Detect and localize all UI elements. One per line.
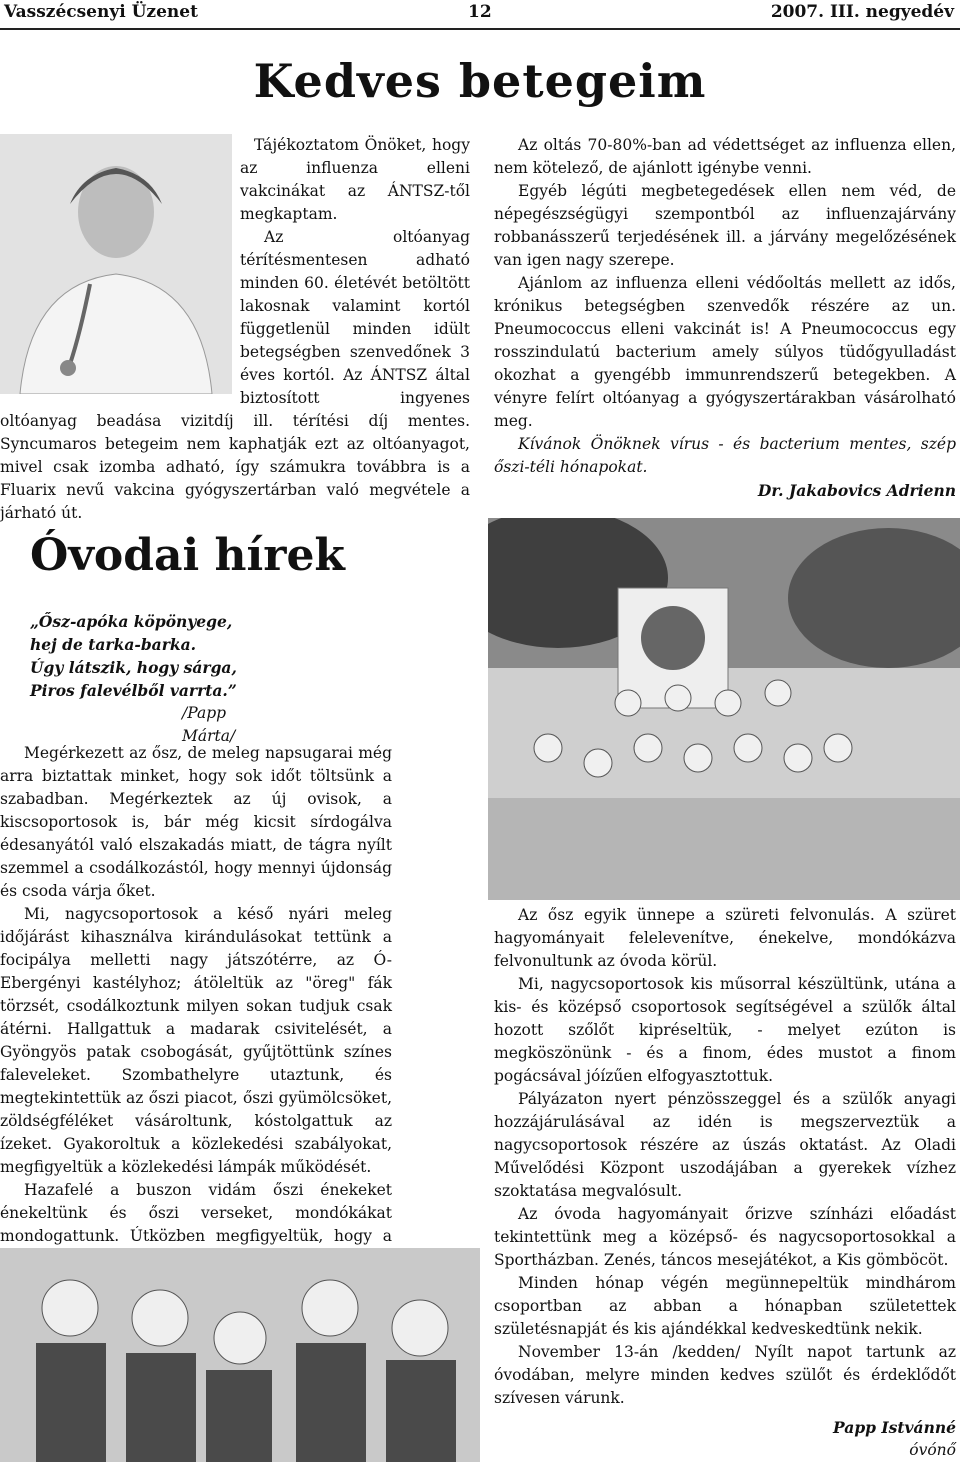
page-header: [0, 0, 960, 30]
poem: [30, 610, 270, 748]
article2-left-column: [0, 742, 392, 1271]
article2-paragraph: Minden hónap végén megünnepeltük mindhárom csoportban az abban a hónapban születettek születésnapját és kis ajándékkal kedveskedtünk nekik.: [494, 1274, 956, 1338]
article2-paragraph: Mi, nagycsoportosok kis műsorral készültünk, utána a kis- és középső csoportosok segítségével a szülők által hozott szőlőt kipréseltük, - melyet ezúton is megköszönünk - és a finom, édes mustot a finom pogácsával jóízűen elfogyasztottuk.: [494, 975, 956, 1085]
children-costume-photo: [0, 1248, 480, 1462]
page-number: 12: [468, 2, 492, 22]
article1-paragraph: Egyéb légúti megbetegedések ellen nem véd, de népegészségügyi szempontból az influenzajárvány robbanásszerű terjedésének ill. a járvány megelőzésének van igen nagy szerepe.: [494, 182, 956, 269]
article2-signature-name: Papp Istvánné: [833, 1418, 956, 1437]
article1-paragraph: Az oltás 70-80%-ban ad védettséget az influenza ellen, nem kötelező, de ajánlott igénybe venni.: [494, 136, 956, 177]
doctor-photo: [0, 134, 232, 394]
article2-right-column: [494, 904, 956, 1462]
poem-line: Úgy látszik, hogy sárga,: [30, 658, 237, 677]
article1-closing: Kívánok Önöknek vírus - és bacterium mentes, szép őszi-téli hónapokat.: [494, 435, 956, 476]
poem-author: /Papp Márta/: [182, 704, 236, 745]
article1-right-column: [494, 134, 956, 502]
article1-paragraph: Tájékoztatom Önöket, hogy az influenza elleni vakcinákat az ÁNTSZ-től megkaptam.: [240, 136, 470, 223]
article2-paragraph: Megérkezett az ősz, de meleg napsugarai még arra biztattak minket, hogy sok időt töltsünk a szabadban. Megérkeztek az új ovisok, a kiscsoportosok is, bár még kicsit sírdogálva édesanyától való elszakadás miatt, de tágra nyílt szemmel a csodálkozástól, hogy mennyi újdonság és csoda várja őket.: [0, 744, 392, 900]
article2-paragraph: Pályázaton nyert pénzösszeggel és a szülők anyagi hozzájárulásával az idén is megszerveztük a nagycsoportosok részére az úszás oktatást. Az Oladi Művelődési Központ uszodájában a gyerekek vízhez szoktatása megvalósult.: [494, 1090, 956, 1200]
article2-signature-role: óvónő: [909, 1441, 956, 1459]
article2-paragraph: November 13-án /kedden/ Nyílt napot tartunk az óvodában, melyre minden kedves szülőt és érdeklődőt szívesen várunk.: [494, 1343, 956, 1407]
article1-paragraph: Ajánlom az influenza elleni védőoltás mellett az idős, krónikus betegségben szenvedők részére az un. Pneumococcus elleni vakcinát is! A Pneumococcus egy rosszindulatú bacterium amely súlyos tüdőgyulladást okozhat a gyengébb immunrendszerű betegekben. A vényre felírt oltóanyag a gyógyszertárakban vásárolható meg.: [494, 274, 956, 430]
issue-date: 2007. III. negyedév: [770, 2, 954, 22]
article2-paragraph: Az ősz egyik ünnepe a szüreti felvonulás. A szüret hagyományait felelevenítve, énekelve, mondókázva felvonultunk az óvoda körül.: [494, 906, 956, 970]
article2-title: Óvodai hírek: [30, 530, 345, 581]
article2-paragraph: Mi, nagycsoportosok a késő nyári meleg időjárást kihasználva kirándulásokat tettünk a focipálya melletti nagy játszótérre, az Ó-Ebergényi kastélyhoz; átöleltük az "öreg" fák törzsét, csodálkoztunk milyen sokan tudjuk csak átérni. Hallgattuk a madarak csivitelését, a Gyöngyös patak csobogását, gyűjtöttünk színes faleveleket. Szombathelyre utaztunk, és megtekintettük az őszi piacot, őszi gyümölcsöket, zöldségféléket vásároltunk, kóstolgattuk az ízeket. Gyakoroltuk a közlekedési szabályokat, megfigyeltük a közlekedési lámpák működését.: [0, 905, 392, 1176]
kindergarten-group-photo: [488, 518, 960, 900]
article2-paragraph: Az óvoda hagyományait őrizve színházi előadást tekintettünk meg a középső- és nagycsoportosokkal a Sportházban. Zenés, táncos mesejátékot, a Kis gömböcöt.: [494, 1205, 956, 1269]
poem-line: „Ősz-apóka köpönyege,: [30, 612, 233, 631]
article1-left-column: [0, 134, 470, 525]
poem-line: Piros falevélből varrta.”: [30, 681, 237, 700]
article1-paragraph: Az oltóanyag térítésmentesen adható minden 60. életévét betöltött lakosnak valamint kortól függetlenül minden idült betegségben szenvedőnek 3 éves kortól. Az ÁNTSZ által biztosított ingyenes oltóanyag beadása vizitdíj ill. térítési díj mentes. Syncumaros betegeim nem kaphatják ezt az oltóanyagot, mivel csak izomba adható, így számukra továbbra is a Fluarix nevű vakcina gyógyszertárban való megvétele a járható út.: [0, 228, 470, 522]
poem-line: hej de tarka-barka.: [30, 635, 197, 654]
article2-paragraph: Hazafelé a buszon vidám őszi énekeket énekeltünk és őszi verseket, mondókákat mondogattunk. Útközben megfigyeltük, hogy a: [0, 1181, 392, 1245]
article1-signature: Dr. Jakabovics Adrienn: [757, 481, 956, 500]
article-title: Kedves betegeim: [253, 54, 707, 108]
publication-name: Vasszécsenyi Üzenet: [4, 2, 198, 22]
